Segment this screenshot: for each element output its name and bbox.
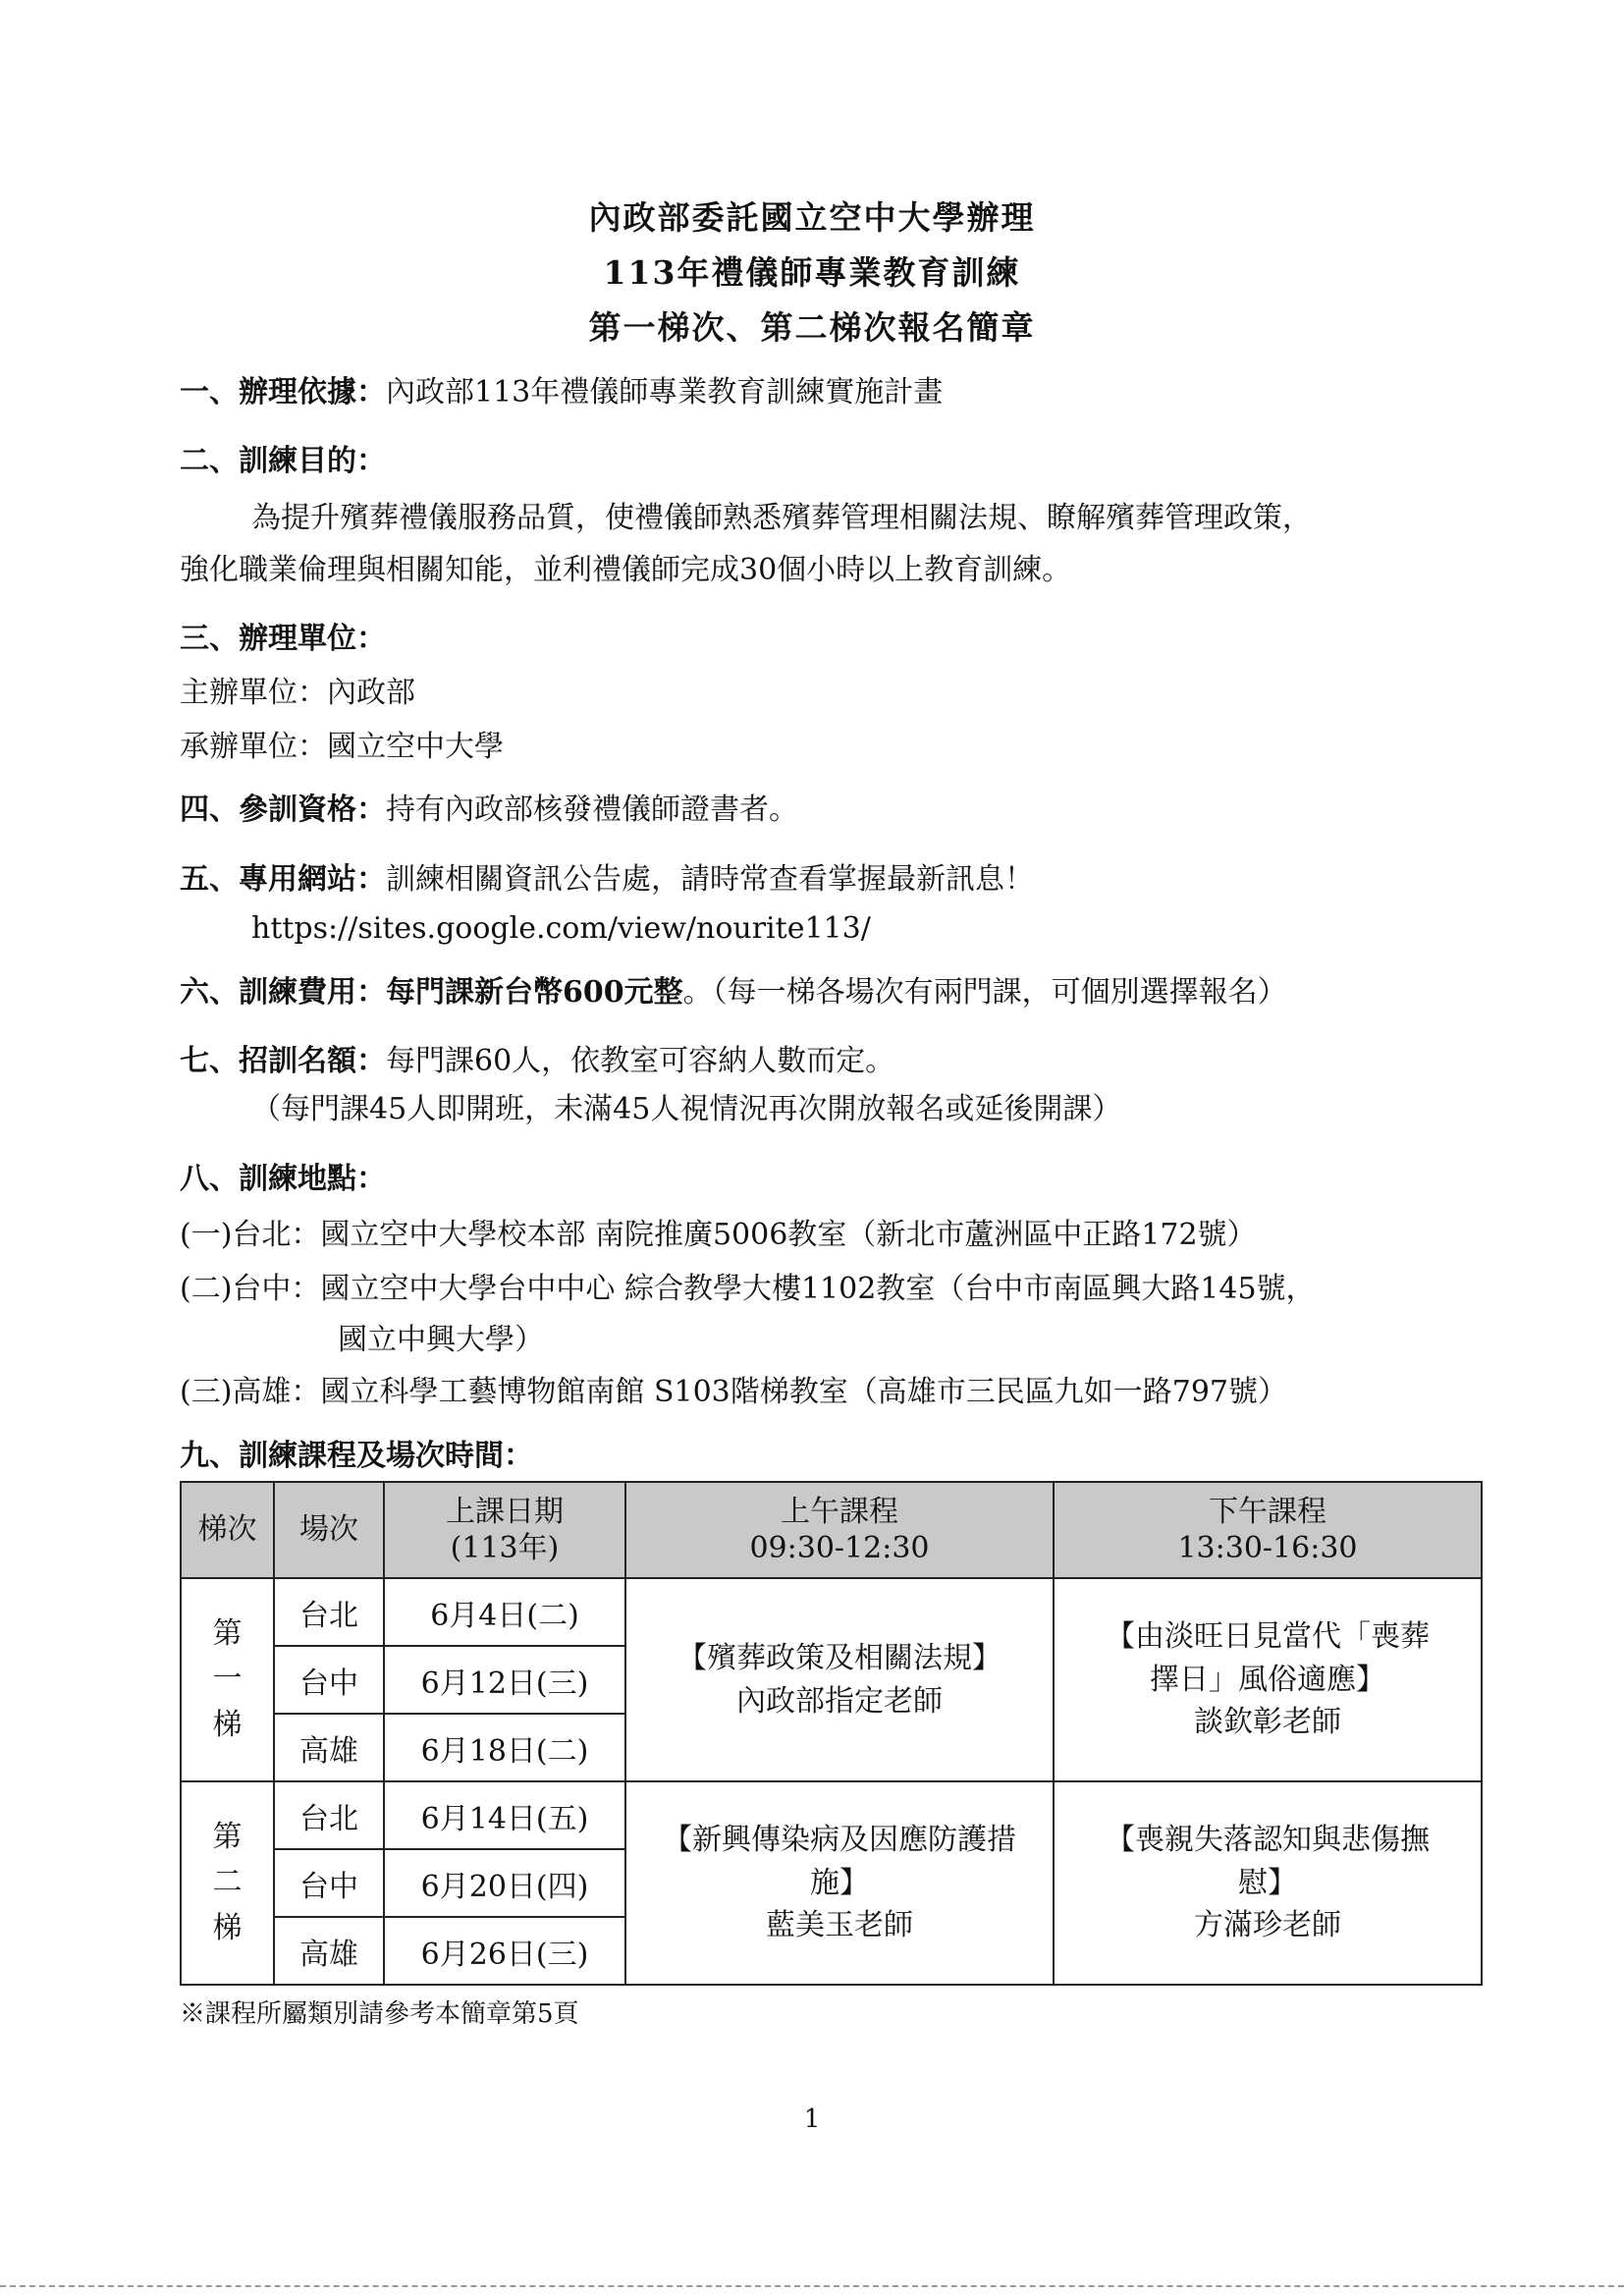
section-purpose-p1: 為提升殯葬禮儀服務品質，使禮儀師熟悉殯葬管理相關法規、瞭解殯葬管理政策， xyxy=(251,501,1312,535)
batch1-date-kaohsiung: 6月18日(二) xyxy=(384,1714,625,1781)
batch2-am-title-l1: 【新興傳染病及因應防護措 xyxy=(663,1823,1016,1858)
schedule-table xyxy=(180,1481,1483,1986)
batch1-name-c1: 第 xyxy=(212,1615,243,1651)
th-am-l1: 上午課程 xyxy=(781,1494,898,1529)
section-basis-text: 內政部113年禮儀師專業教育訓練實施計畫 xyxy=(386,375,944,410)
batch2-date-kaohsiung: 6月26日(三) xyxy=(384,1917,625,1985)
section-purpose-p2: 強化職業倫理與相關知能，並利禮儀師完成30個小時以上教育訓練。 xyxy=(180,553,1072,587)
th-am-l2: 09:30-12:30 xyxy=(749,1531,930,1565)
location-taichung: (二)台中：國立空中大學台中中心 綜合教學大樓1102教室（台中市南區興大路145號， xyxy=(180,1272,1316,1306)
batch2-pm-title-l1: 【喪親失落認知與悲傷撫 xyxy=(1106,1823,1430,1858)
th-pm-l2: 13:30-16:30 xyxy=(1177,1531,1358,1565)
section-units-host: 主辦單位：內政部 xyxy=(180,676,415,710)
batch1-pm-title-l1: 【由淡旺日見當代「喪葬 xyxy=(1106,1619,1430,1655)
batch1-pm-teacher: 談欽彰老師 xyxy=(1194,1705,1341,1740)
batch1-site-kaohsiung: 高雄 xyxy=(274,1714,384,1781)
batch1-date-taichung: 6月12日(三) xyxy=(384,1646,625,1714)
batch1-am-teacher: 內政部指定老師 xyxy=(736,1683,943,1719)
section-quota-text: 每門課60人，依教室可容納人數而定。 xyxy=(386,1044,895,1078)
batch2-date-taichung: 6月20日(四) xyxy=(384,1849,625,1917)
batch1-name-c2: 一 xyxy=(212,1662,243,1697)
batch2-date-taipei: 6月14日(五) xyxy=(384,1781,625,1849)
section-website-label: 五、專用網站： xyxy=(180,862,386,897)
section-schedule-label: 九、訓練課程及場次時間： xyxy=(180,1439,533,1473)
batch1-site-taichung: 台中 xyxy=(274,1646,384,1714)
batch2-name-c1: 第 xyxy=(212,1819,243,1854)
section-eligibility-text: 持有內政部核發禮儀師證書者。 xyxy=(386,792,798,827)
th-date-l1: 上課日期 xyxy=(446,1494,564,1529)
section-website xyxy=(180,862,1034,898)
th-date-l2: (113年) xyxy=(450,1531,560,1565)
th-batch: 梯次 xyxy=(181,1482,274,1578)
location-taichung-cont: 國立中興大學） xyxy=(338,1323,544,1357)
doc-title-line3: 第一梯次、第二梯次報名簡章 xyxy=(588,308,1036,347)
section-basis-label: 一、辦理依據： xyxy=(180,375,386,410)
batch2-name-c2: 二 xyxy=(212,1865,243,1900)
batch1-site-taipei: 台北 xyxy=(274,1578,384,1646)
location-taipei: (一)台北：國立空中大學校本部 南院推廣5006教室（新北市蘆洲區中正路172號） xyxy=(180,1218,1257,1252)
th-pm-l1: 下午課程 xyxy=(1209,1494,1326,1529)
website-url-link[interactable]: https://sites.google.com/view/nourite113/ xyxy=(251,911,871,946)
th-pm xyxy=(1054,1482,1482,1578)
batch2-name-c3: 梯 xyxy=(212,1910,243,1945)
batch2-name xyxy=(181,1781,274,1985)
th-date xyxy=(384,1482,625,1578)
section-eligibility-label: 四、參訓資格： xyxy=(180,792,386,827)
page-number: 1 xyxy=(803,2104,821,2134)
doc-title-line2: 113年禮儀師專業教育訓練 xyxy=(603,253,1021,292)
location-kaohsiung: (三)高雄：國立科學工藝博物館南館 S103階梯教室（高雄市三民區九如一路797號） xyxy=(180,1375,1288,1409)
table-row xyxy=(181,1781,1482,1849)
batch1-pm-title-l2: 擇日」風俗適應】 xyxy=(1150,1662,1385,1697)
section-units-label: 三、辦理單位： xyxy=(180,622,386,656)
section-location-label: 八、訓練地點： xyxy=(180,1162,386,1196)
section-website-text: 訓練相關資訊公告處，請時常查看掌握最新訊息！ xyxy=(386,862,1034,897)
section-fee-note: 。（每一梯各場次有兩門課，可個別選擇報名） xyxy=(682,975,1287,1010)
th-site: 場次 xyxy=(274,1482,384,1578)
batch2-am-course xyxy=(625,1781,1054,1985)
table-header-row xyxy=(181,1482,1482,1578)
batch2-am-title-l2: 施】 xyxy=(810,1865,869,1900)
section-fee-label: 六、訓練費用： xyxy=(180,975,386,1010)
batch2-site-taipei: 台北 xyxy=(274,1781,384,1849)
batch1-name xyxy=(181,1578,274,1781)
section-quota xyxy=(180,1044,894,1079)
section-purpose-label: 二、訓練目的： xyxy=(180,444,386,478)
section-eligibility xyxy=(180,792,798,828)
batch1-pm-course xyxy=(1054,1578,1482,1781)
batch2-pm-teacher: 方滿珍老師 xyxy=(1194,1908,1341,1943)
section-quota-note: （每門課45人即開班，未滿45人視情況再次開放報名或延後開課） xyxy=(251,1092,1122,1126)
section-units-organizer: 承辦單位：國立空中大學 xyxy=(180,730,504,764)
table-row xyxy=(181,1578,1482,1646)
doc-title-line1: 內政部委託國立空中大學辦理 xyxy=(588,198,1036,237)
section-quota-label: 七、招訓名額： xyxy=(180,1044,386,1078)
section-fee xyxy=(180,975,1287,1011)
batch2-am-teacher: 藍美玉老師 xyxy=(766,1908,913,1943)
th-am xyxy=(625,1482,1054,1578)
batch1-am-course xyxy=(625,1578,1054,1781)
batch2-pm-course xyxy=(1054,1781,1482,1985)
batch2-site-kaohsiung: 高雄 xyxy=(274,1917,384,1985)
section-fee-amount: 每門課新台幣600元整 xyxy=(386,975,683,1010)
section-basis xyxy=(180,375,943,410)
batch2-site-taichung: 台中 xyxy=(274,1849,384,1917)
batch1-am-title: 【殯葬政策及相關法規】 xyxy=(677,1641,1001,1675)
batch2-pm-title-l2: 慰】 xyxy=(1238,1865,1297,1900)
bottom-scan-rule xyxy=(0,2285,1624,2287)
schedule-footnote: ※課程所屬類別請參考本簡章第5頁 xyxy=(180,1999,579,2029)
batch1-name-c3: 梯 xyxy=(212,1707,243,1742)
batch1-date-taipei: 6月4日(二) xyxy=(384,1578,625,1646)
